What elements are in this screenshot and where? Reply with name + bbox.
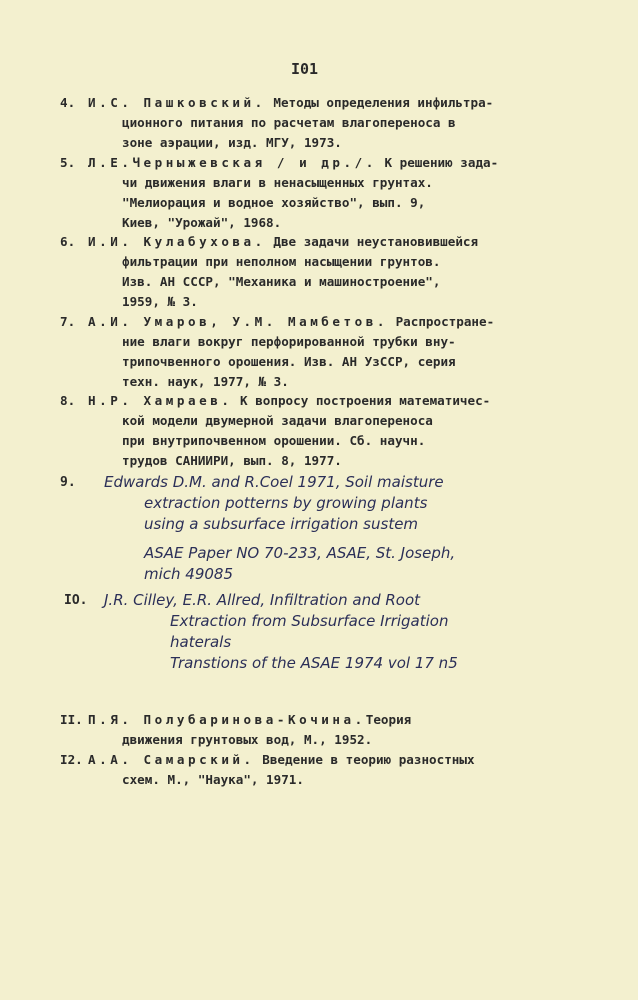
hw-line: Transtions of the ASAE 1974 vol 17 n5 (170, 654, 458, 672)
reference-10-handwritten (64, 590, 584, 674)
ref-number: 6. (60, 234, 76, 249)
reference-7 (60, 312, 580, 392)
ref-line: схем. М., "Наука", 1971. (122, 772, 304, 787)
ref-line: Изв. АН СССР, "Механика и машиностроение", (122, 274, 441, 289)
reference-12 (60, 750, 580, 790)
ref-author: А.И. Умаров, У.М. Мамбетов. (88, 314, 388, 329)
ref-number: 4. (60, 95, 76, 110)
ref-number: IO. (64, 593, 88, 608)
ref-line: К решению зада- (384, 155, 499, 170)
ref-line: чи движения влаги в ненасыщенных грунтах. (122, 175, 433, 190)
ref-number: 9. (60, 475, 76, 490)
reference-11 (60, 710, 580, 750)
ref-line: Теория (365, 712, 412, 727)
ref-line: трудов САНИИРИ, вып. 8, 1977. (122, 453, 342, 468)
hw-line: mich 49085 (144, 565, 234, 583)
ref-author: П.Я. Полубаринова-Кочина. (88, 712, 366, 727)
hw-line: ASAE Paper NO 70-233, ASAE, St. Joseph, (144, 544, 456, 562)
ref-line: техн. наук, 1977, № 3. (122, 374, 289, 389)
ref-author: Н.Р. Хамраев. (88, 393, 233, 408)
ref-number: 8. (60, 393, 76, 408)
ref-line: ние влаги вокруг перфорированной трубки вну- (122, 334, 456, 349)
ref-line: кой модели двумерной задачи влагопереноса (122, 413, 433, 428)
ref-number: II. (60, 712, 83, 727)
ref-line: "Мелиорация и водное хозяйство", вып. 9, (122, 195, 426, 210)
ref-author: И.И. Кулабухова. (88, 234, 266, 249)
reference-4 (60, 93, 580, 153)
hw-line: Edwards D.M. and R.Coel 1971, Soil maisture (104, 473, 444, 491)
hw-line: haterals (170, 633, 232, 651)
ref-author: И.С. Пашковский. (88, 95, 266, 110)
ref-line: Распростране- (395, 314, 495, 329)
ref-line: зоне аэрации, изд. МГУ, 1973. (122, 135, 342, 150)
ref-line: Методы определения инфильтра- (273, 95, 494, 110)
ref-number: 7. (60, 314, 76, 329)
ref-line: движения грунтовых вод, М., 1952. (122, 732, 373, 747)
page-number: I01 (291, 60, 319, 78)
ref-line: трипочвенного орошения. Изв. АН УзССР, серия (122, 354, 456, 369)
hw-line: J.R. Cilley, E.R. Allred, Infiltration and Root (104, 591, 421, 609)
reference-9-handwritten (60, 472, 580, 585)
hw-line: using a subsurface irrigation sustem (144, 515, 419, 533)
ref-number: 5. (60, 155, 76, 170)
ref-author: А.А. Самарский. (88, 752, 255, 767)
ref-number: I2. (60, 752, 83, 767)
ref-line: Две задачи неустановившейся (273, 234, 479, 249)
reference-5 (60, 153, 580, 233)
reference-8 (60, 391, 580, 471)
ref-line: при внутрипочвенном орошении. Сб. научн. (122, 433, 426, 448)
ref-line: ционного питания по расчетам влагопереноса в (122, 115, 456, 130)
hw-line: Extraction from Subsurface Irrigation (170, 612, 449, 630)
ref-line: Киев, "Урожай", 1968. (122, 215, 282, 230)
ref-author: Л.Е.Черныжевская / и др./. (88, 155, 377, 170)
hw-line: extraction potterns by growing plants (144, 494, 428, 512)
ref-line: фильтрации при неполном насыщении грунтов. (122, 254, 441, 269)
ref-line: 1959, № 3. (122, 294, 198, 309)
reference-6 (60, 232, 580, 312)
ref-line: К вопросу построения математичес- (240, 393, 491, 408)
ref-line: Введение в теорию разностных (262, 752, 475, 767)
